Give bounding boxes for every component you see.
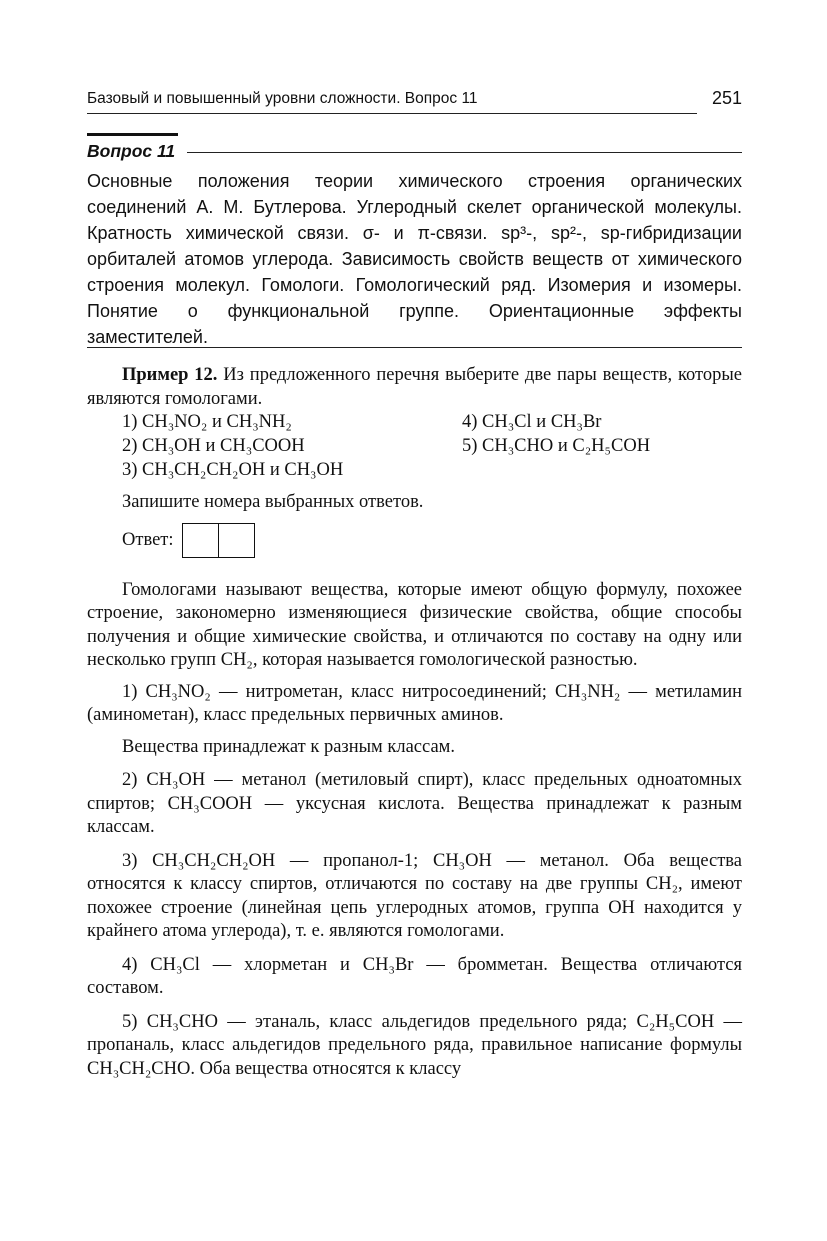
answer-row bbox=[122, 523, 742, 559]
explanation-pair-2: 2) CH₃OH — метанол (метиловый спирт), класс предельных одноатомных спиртов; CH₃COOH — уксусная кислота. Вещества принадлежат к разным классам. bbox=[87, 770, 742, 837]
explanation-pair-1: 1) CH₃NO₂ — нитрометан, класс нитросоединений; CH₃NH₂ — метиламин (аминометан), класс предельных первичных аминов. bbox=[87, 681, 742, 725]
topic-rule bbox=[87, 347, 742, 348]
answer-box bbox=[182, 523, 255, 558]
answer-cell-2[interactable] bbox=[219, 523, 255, 558]
answer-cell-1[interactable] bbox=[182, 523, 219, 558]
answer-label: Ответ: bbox=[122, 529, 174, 550]
example-task-text: Из предложенного перечня выберите две пары веществ, которые являются гомологами. bbox=[87, 365, 742, 409]
question-heading-bar bbox=[87, 133, 178, 136]
option-1: 1) CH₃NO₂ и CH₃NH₂ bbox=[122, 412, 292, 432]
options-list bbox=[122, 411, 742, 483]
running-header bbox=[87, 88, 742, 114]
example-label: Пример 12. bbox=[122, 365, 218, 385]
header-rule bbox=[87, 113, 697, 114]
option-5: 5) CH₃CHO и C₂H₅COH bbox=[462, 436, 651, 456]
running-title: Базовый и повышенный уровни сложности. Вопрос 11 bbox=[87, 90, 478, 107]
option-2: 2) CH₃OH и CH₃COOH bbox=[122, 436, 305, 456]
explanation-pair-1-conclusion: Вещества принадлежат к разным классам. bbox=[122, 736, 455, 757]
example-task bbox=[87, 364, 742, 411]
question-heading-line bbox=[187, 152, 742, 153]
option-3: 3) CH₃CH₂CH₂OH и CH₃OH bbox=[122, 460, 344, 480]
instruction: Запишите номера выбранных ответов. bbox=[122, 492, 424, 512]
explanation-pair-3: 3) CH₃CH₂CH₂OH — пропанол-1; CH₃OH — метанол. Оба вещества относятся к классу спиртов, отличаются по составу на две группы CH₂, имеют похожее строение (линейная цепь углеродных атомов, группа OH находится у крайнего атома углерода), т. е. являются гомологами. bbox=[87, 850, 742, 941]
question-label: Вопрос 11 bbox=[87, 141, 176, 161]
question-topic: Основные положения теории химического строения органических соединений А. М. Бутлерова. Углеродный скелет органической молекулы. Кратность химической связи. σ- и π-связи. sp³-, sp²-, sp-гибридизации орбиталей атомов углерода. Зависимость свойств веществ от химического строения молекул. Гомологи. Гомологический ряд. Изомерия и изомеры. Понятие о функциональной группе. Ориентационные эффекты заместителей. bbox=[87, 171, 742, 347]
question-heading bbox=[87, 133, 742, 165]
main-content bbox=[87, 364, 742, 1081]
explanation-pair-5: 5) CH₃CHO — этаналь, класс альдегидов предельного ряда; C₂H₅COH — пропаналь, класс альдегидов предельного ряда, правильное написание формулы CH₃CH₂CHO. Оба вещества относятся к классу bbox=[87, 1011, 742, 1079]
explanation-pair-4: 4) CH₃Cl — хлорметан и CH₃Br — бромметан. Вещества отличаются составом. bbox=[87, 954, 742, 998]
homologue-definition: Гомологами называют вещества, которые имеют общую формулу, похожее строение, закономерно изменяющиеся физические свойства, общие способы получения и общие химические свойства, и отличаются по составу на одну или несколько групп CH₂, которая называется гомологической разностью. bbox=[87, 579, 742, 670]
page-number: 251 bbox=[711, 88, 742, 108]
option-4: 4) CH₃Cl и CH₃Br bbox=[462, 412, 602, 432]
